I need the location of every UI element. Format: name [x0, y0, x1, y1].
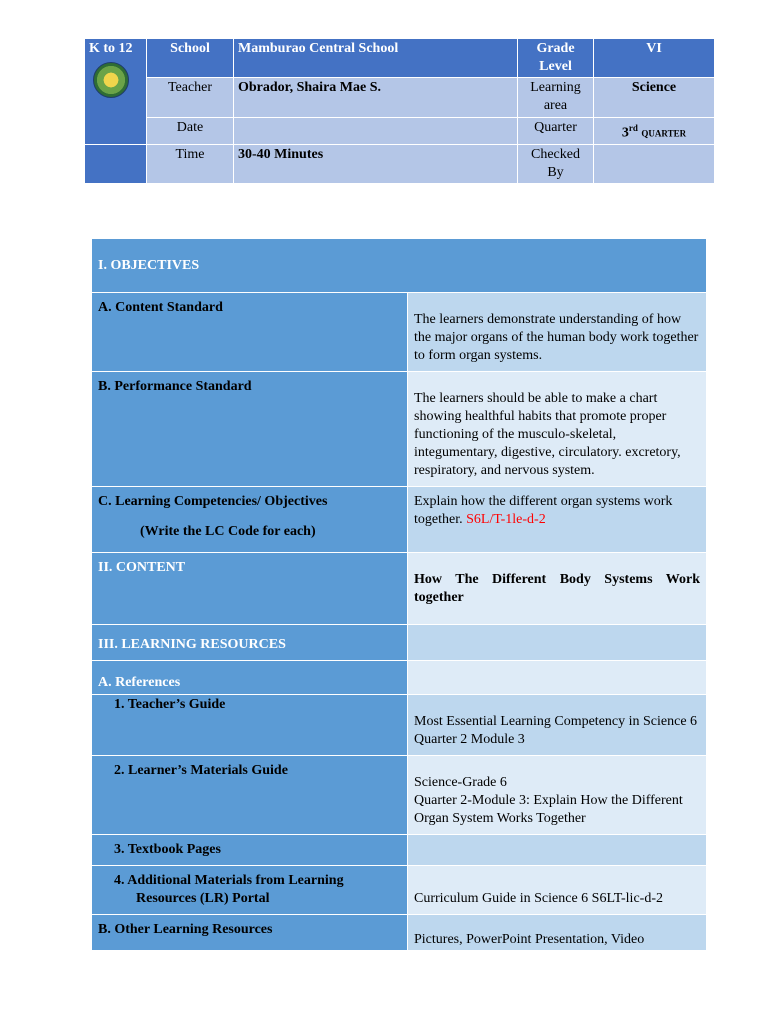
quarter-word: QUARTER — [641, 128, 687, 139]
additional-materials-value: Curriculum Guide in Science 6 S6LT-lic-d-2 — [408, 866, 707, 915]
additional-materials-text: 4. Additional Materials from Learning Resources (LR) Portal — [114, 873, 344, 906]
k12-spacer-cell — [85, 144, 147, 183]
date-label: Date — [147, 118, 234, 145]
references-label: A. References — [92, 661, 408, 695]
quarter-value — [594, 118, 715, 145]
school-label: School — [147, 39, 234, 78]
learning-competencies-cell — [92, 487, 408, 553]
learning-resources-value — [408, 625, 707, 661]
lc-code: S6L/T-1le-d-2 — [466, 512, 546, 527]
date-value — [234, 118, 518, 145]
content-standard-label: A. Content Standard — [92, 293, 408, 372]
grade-level-label: Grade Level — [518, 39, 594, 78]
lesson-plan-table — [91, 238, 707, 951]
performance-standard-value: The learners should be able to make a chart showing healthful habits that promote proper functioning of the musculo-skeletal, integumentary, digestive, circulatory. excretory, respiratory, and nervous system. — [408, 372, 707, 487]
textbook-pages-label: 3. Textbook Pages — [92, 835, 408, 866]
school-value: Mamburao Central School — [234, 39, 518, 78]
learners-materials-label: 2. Learner’s Materials Guide — [92, 756, 408, 835]
references-value — [408, 661, 707, 695]
textbook-pages-value — [408, 835, 707, 866]
other-resources-value: Pictures, PowerPoint Presentation, Video — [408, 915, 707, 951]
grade-level-value: VI — [594, 39, 715, 78]
teachers-guide-label: 1. Teacher’s Guide — [92, 695, 408, 756]
quarter-number: 3 — [621, 125, 629, 141]
teacher-value: Obrador, Shaira Mae S. — [234, 78, 518, 118]
learning-competencies-label: C. Learning Competencies/ Objectives — [98, 494, 328, 509]
quarter-label: Quarter — [518, 118, 594, 145]
school-seal-icon — [93, 62, 129, 98]
content-standard-value: The learners demonstrate understanding of how the major organs of the human body work together to form organ systems. — [408, 293, 707, 372]
learning-competencies-text: Explain how the different organ systems work together. — [414, 494, 673, 527]
lc-code-instruction: (Write the LC Code for each) — [140, 524, 316, 539]
learners-materials-value — [408, 756, 707, 835]
lesson-header-table — [84, 38, 715, 184]
learners-materials-line-1: Science-Grade 6 — [414, 775, 507, 790]
time-label: Time — [147, 144, 234, 183]
learning-area-value: Science — [594, 78, 715, 118]
checked-by-label: Checked By — [518, 144, 594, 183]
content-value: How The Different Body Systems Work together — [408, 553, 707, 625]
teachers-guide-value: Most Essential Learning Competency in Science 6 Quarter 2 Module 3 — [408, 695, 707, 756]
time-value: 30-40 Minutes — [234, 144, 518, 183]
performance-standard-label: B. Performance Standard — [92, 372, 408, 487]
learning-area-label: Learning area — [518, 78, 594, 118]
learning-competencies-value — [408, 487, 707, 553]
additional-materials-label — [92, 866, 408, 915]
objectives-heading: I. OBJECTIVES — [92, 239, 707, 293]
content-label: II. CONTENT — [92, 553, 408, 625]
k12-label: K to 12 — [89, 41, 133, 56]
learners-materials-line-2: Quarter 2-Module 3: Explain How the Different Organ System Works Together — [414, 793, 683, 826]
learning-resources-label: III. LEARNING RESOURCES — [92, 625, 408, 661]
teacher-label: Teacher — [147, 78, 234, 118]
k12-cell — [85, 39, 147, 145]
other-resources-label: B. Other Learning Resources — [92, 915, 408, 951]
checked-by-value — [594, 144, 715, 183]
quarter-suffix: rd — [628, 123, 638, 133]
